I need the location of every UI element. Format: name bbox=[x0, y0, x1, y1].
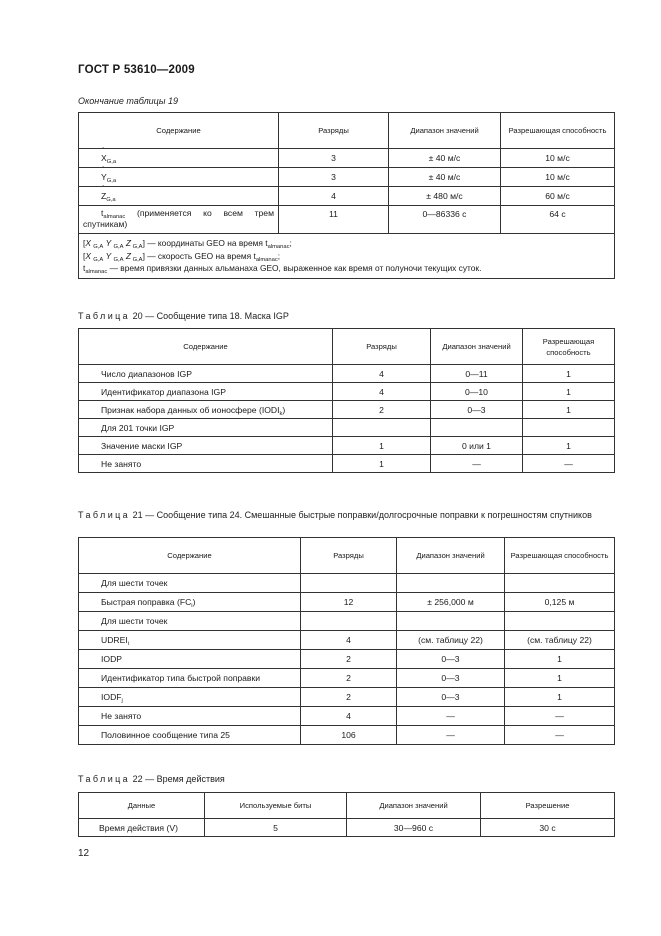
cell-resolution bbox=[505, 612, 615, 631]
cell-resolution bbox=[505, 574, 615, 593]
cell-bits: 5 bbox=[205, 819, 347, 837]
cell-bits: 4 bbox=[301, 631, 397, 650]
cell-resolution: 64 с bbox=[501, 206, 615, 234]
cell-range: — bbox=[431, 455, 523, 473]
col-header: Данные bbox=[79, 793, 205, 819]
cell-bits: 4 bbox=[333, 365, 431, 383]
note-line: [X $_{G,A}$ Y $_{G,A}$ Z $_{G,A}$] — скорость GEO на время $t_{almanac}$; bbox=[83, 250, 281, 263]
table-row bbox=[79, 383, 615, 401]
col-header: Разряды bbox=[301, 538, 397, 574]
table-header-row bbox=[79, 329, 615, 365]
cell-range: 0—3 bbox=[397, 650, 505, 669]
cell-bits: 4 bbox=[279, 187, 389, 206]
table-row bbox=[79, 187, 615, 206]
col-header: Содержание bbox=[79, 113, 279, 149]
cell-resolution: 1 bbox=[523, 437, 615, 455]
cell-content: IODP bbox=[79, 650, 301, 669]
table-row bbox=[79, 149, 615, 168]
cell-bits: 106 bbox=[301, 726, 397, 745]
cell-content: Быстрая поправка $(FC_i)$ bbox=[79, 593, 301, 612]
cell-range bbox=[431, 419, 523, 437]
cell-bits: 3 bbox=[279, 168, 389, 187]
table-row bbox=[79, 206, 615, 234]
cell-content: $IODF_j$ bbox=[79, 688, 301, 707]
cell-bits: 1 bbox=[333, 455, 431, 473]
cell-resolution: 1 bbox=[505, 650, 615, 669]
cell-content: Для 201 точки IGP bbox=[79, 419, 333, 437]
cell-resolution: 60 м/с bbox=[501, 187, 615, 206]
table-header-row bbox=[79, 793, 615, 819]
cell-range: 0 или 1 bbox=[431, 437, 523, 455]
cell-bits bbox=[333, 419, 431, 437]
table19-caption: Окончание таблицы 19 bbox=[78, 96, 178, 106]
table-row bbox=[79, 168, 615, 187]
cell-range: — bbox=[397, 707, 505, 726]
table-row bbox=[79, 365, 615, 383]
cell-range: ± 40 м/с bbox=[389, 168, 501, 187]
cell-range: 0—11 bbox=[431, 365, 523, 383]
cell-resolution: 30 с bbox=[481, 819, 615, 837]
cell-range: ± 256,000 м bbox=[397, 593, 505, 612]
table21-caption: Таблица 21 — Сообщение типа 24. Смешанные быстрые поправки/долгосрочные поправки к погрешностям спутников bbox=[78, 510, 592, 520]
cell-content: Признак набора данных об ионосфере $(IODI_k)$ bbox=[79, 401, 333, 419]
cell-content: ˙ $Y_{G,a}$ bbox=[79, 168, 279, 187]
cell-data: Время действия (V) bbox=[79, 819, 205, 837]
cell-resolution: 10 м/с bbox=[501, 149, 615, 168]
cell-range: (см. таблицу 22) bbox=[397, 631, 505, 650]
table-row bbox=[79, 819, 615, 837]
cell-bits: 2 bbox=[301, 669, 397, 688]
cell-range: — bbox=[397, 726, 505, 745]
cell-content: ˙ $Z_{G,a}$ bbox=[79, 187, 279, 206]
cell-content: Для шести точек bbox=[79, 612, 301, 631]
cell-bits: 11 bbox=[279, 206, 389, 234]
cell-content: Число диапазонов IGP bbox=[79, 365, 333, 383]
cell-resolution: 1 bbox=[505, 669, 615, 688]
table22-caption: Таблица 22 — Время действия bbox=[78, 774, 225, 784]
cell-content: Не занято bbox=[79, 455, 333, 473]
table-row bbox=[79, 612, 615, 631]
cell-resolution: 1 bbox=[523, 383, 615, 401]
cell-bits: 1 bbox=[333, 437, 431, 455]
table-19 bbox=[78, 112, 615, 279]
cell-resolution: 10 м/с bbox=[501, 168, 615, 187]
col-header: Разрешение bbox=[481, 793, 615, 819]
cell-resolution: 1 bbox=[523, 365, 615, 383]
note-line: $t_{almanac}$ — время привязки данных альманаха GEO, выраженное как время от полуночи текущих суток. bbox=[83, 263, 482, 276]
cell-bits bbox=[301, 612, 397, 631]
cell-resolution: 1 bbox=[523, 401, 615, 419]
cell-range: 0—10 bbox=[431, 383, 523, 401]
col-header: Содержание bbox=[79, 329, 333, 365]
cell-resolution: — bbox=[505, 726, 615, 745]
col-header: Разрешающая способность bbox=[501, 113, 615, 149]
cell-bits: 4 bbox=[301, 707, 397, 726]
col-header: Содержание bbox=[79, 538, 301, 574]
table-row bbox=[79, 707, 615, 726]
col-header: Разрешающая способность bbox=[505, 538, 615, 574]
cell-range: 0—3 bbox=[397, 669, 505, 688]
table20-caption: Таблица 20 — Сообщение типа 18. Маска IGP bbox=[78, 311, 289, 321]
cell-resolution: 1 bbox=[505, 688, 615, 707]
cell-resolution: (см. таблицу 22) bbox=[505, 631, 615, 650]
cell-range bbox=[397, 574, 505, 593]
cell-range: ± 40 м/с bbox=[389, 149, 501, 168]
table-20 bbox=[78, 328, 615, 473]
table-notes bbox=[79, 234, 615, 279]
cell-content: Идентификатор типа быстрой поправки bbox=[79, 669, 301, 688]
cell-resolution bbox=[523, 419, 615, 437]
table-row bbox=[79, 455, 615, 473]
cell-bits: 4 bbox=[333, 383, 431, 401]
cell-resolution: 0,125 м bbox=[505, 593, 615, 612]
cell-bits: 12 bbox=[301, 593, 397, 612]
table-row bbox=[79, 726, 615, 745]
table-row bbox=[79, 669, 615, 688]
cell-bits bbox=[301, 574, 397, 593]
table-row bbox=[79, 688, 615, 707]
table-row bbox=[79, 574, 615, 593]
page-number: 12 bbox=[78, 848, 90, 859]
table-row bbox=[79, 437, 615, 455]
cell-bits: 2 bbox=[301, 688, 397, 707]
col-header: Разряды bbox=[279, 113, 389, 149]
cell-range: 0—3 bbox=[431, 401, 523, 419]
table-header-row bbox=[79, 538, 615, 574]
table-header-row bbox=[79, 113, 615, 149]
cell-range: 0—3 bbox=[397, 688, 505, 707]
cell-bits: 2 bbox=[301, 650, 397, 669]
note-line: [X $_{G,A}$ Y $_{G,A}$ Z $_{G,A}$] — координаты GEO на время $t_{almanac}$; bbox=[83, 238, 292, 250]
cell-resolution: — bbox=[505, 707, 615, 726]
cell-content: Для шести точек bbox=[79, 574, 301, 593]
cell-range bbox=[397, 612, 505, 631]
cell-content: $t_{almanac}$ (применяется ко всем трем спутникам) bbox=[79, 206, 279, 234]
table-21 bbox=[78, 537, 615, 745]
cell-bits: 3 bbox=[279, 149, 389, 168]
table-22 bbox=[78, 792, 615, 837]
col-header: Диапазон значений bbox=[397, 538, 505, 574]
table-notes-row bbox=[79, 234, 615, 279]
table-row bbox=[79, 593, 615, 612]
col-header: Используемые биты bbox=[205, 793, 347, 819]
table-row bbox=[79, 401, 615, 419]
cell-range: 0—86336 с bbox=[389, 206, 501, 234]
col-header: Диапазон значений bbox=[389, 113, 501, 149]
document-code: ГОСТ Р 53610—2009 bbox=[78, 64, 195, 76]
cell-range: 30—960 с bbox=[347, 819, 481, 837]
cell-content: $UDREI_i$ bbox=[79, 631, 301, 650]
cell-resolution: — bbox=[523, 455, 615, 473]
cell-content: Не занято bbox=[79, 707, 301, 726]
cell-content: Половинное сообщение типа 25 bbox=[79, 726, 301, 745]
col-header: Диапазон значений bbox=[347, 793, 481, 819]
table-row bbox=[79, 650, 615, 669]
cell-content: Идентификатор диапазона IGP bbox=[79, 383, 333, 401]
cell-range: ± 480 м/с bbox=[389, 187, 501, 206]
table-row bbox=[79, 419, 615, 437]
col-header: Разрешающая способность bbox=[523, 329, 615, 365]
table-row bbox=[79, 631, 615, 650]
col-header: Диапазон значений bbox=[431, 329, 523, 365]
col-header: Разряды bbox=[333, 329, 431, 365]
cell-bits: 2 bbox=[333, 401, 431, 419]
cell-content: Значение маски IGP bbox=[79, 437, 333, 455]
cell-content: ˙ $X_{G,a}$ bbox=[79, 149, 279, 168]
